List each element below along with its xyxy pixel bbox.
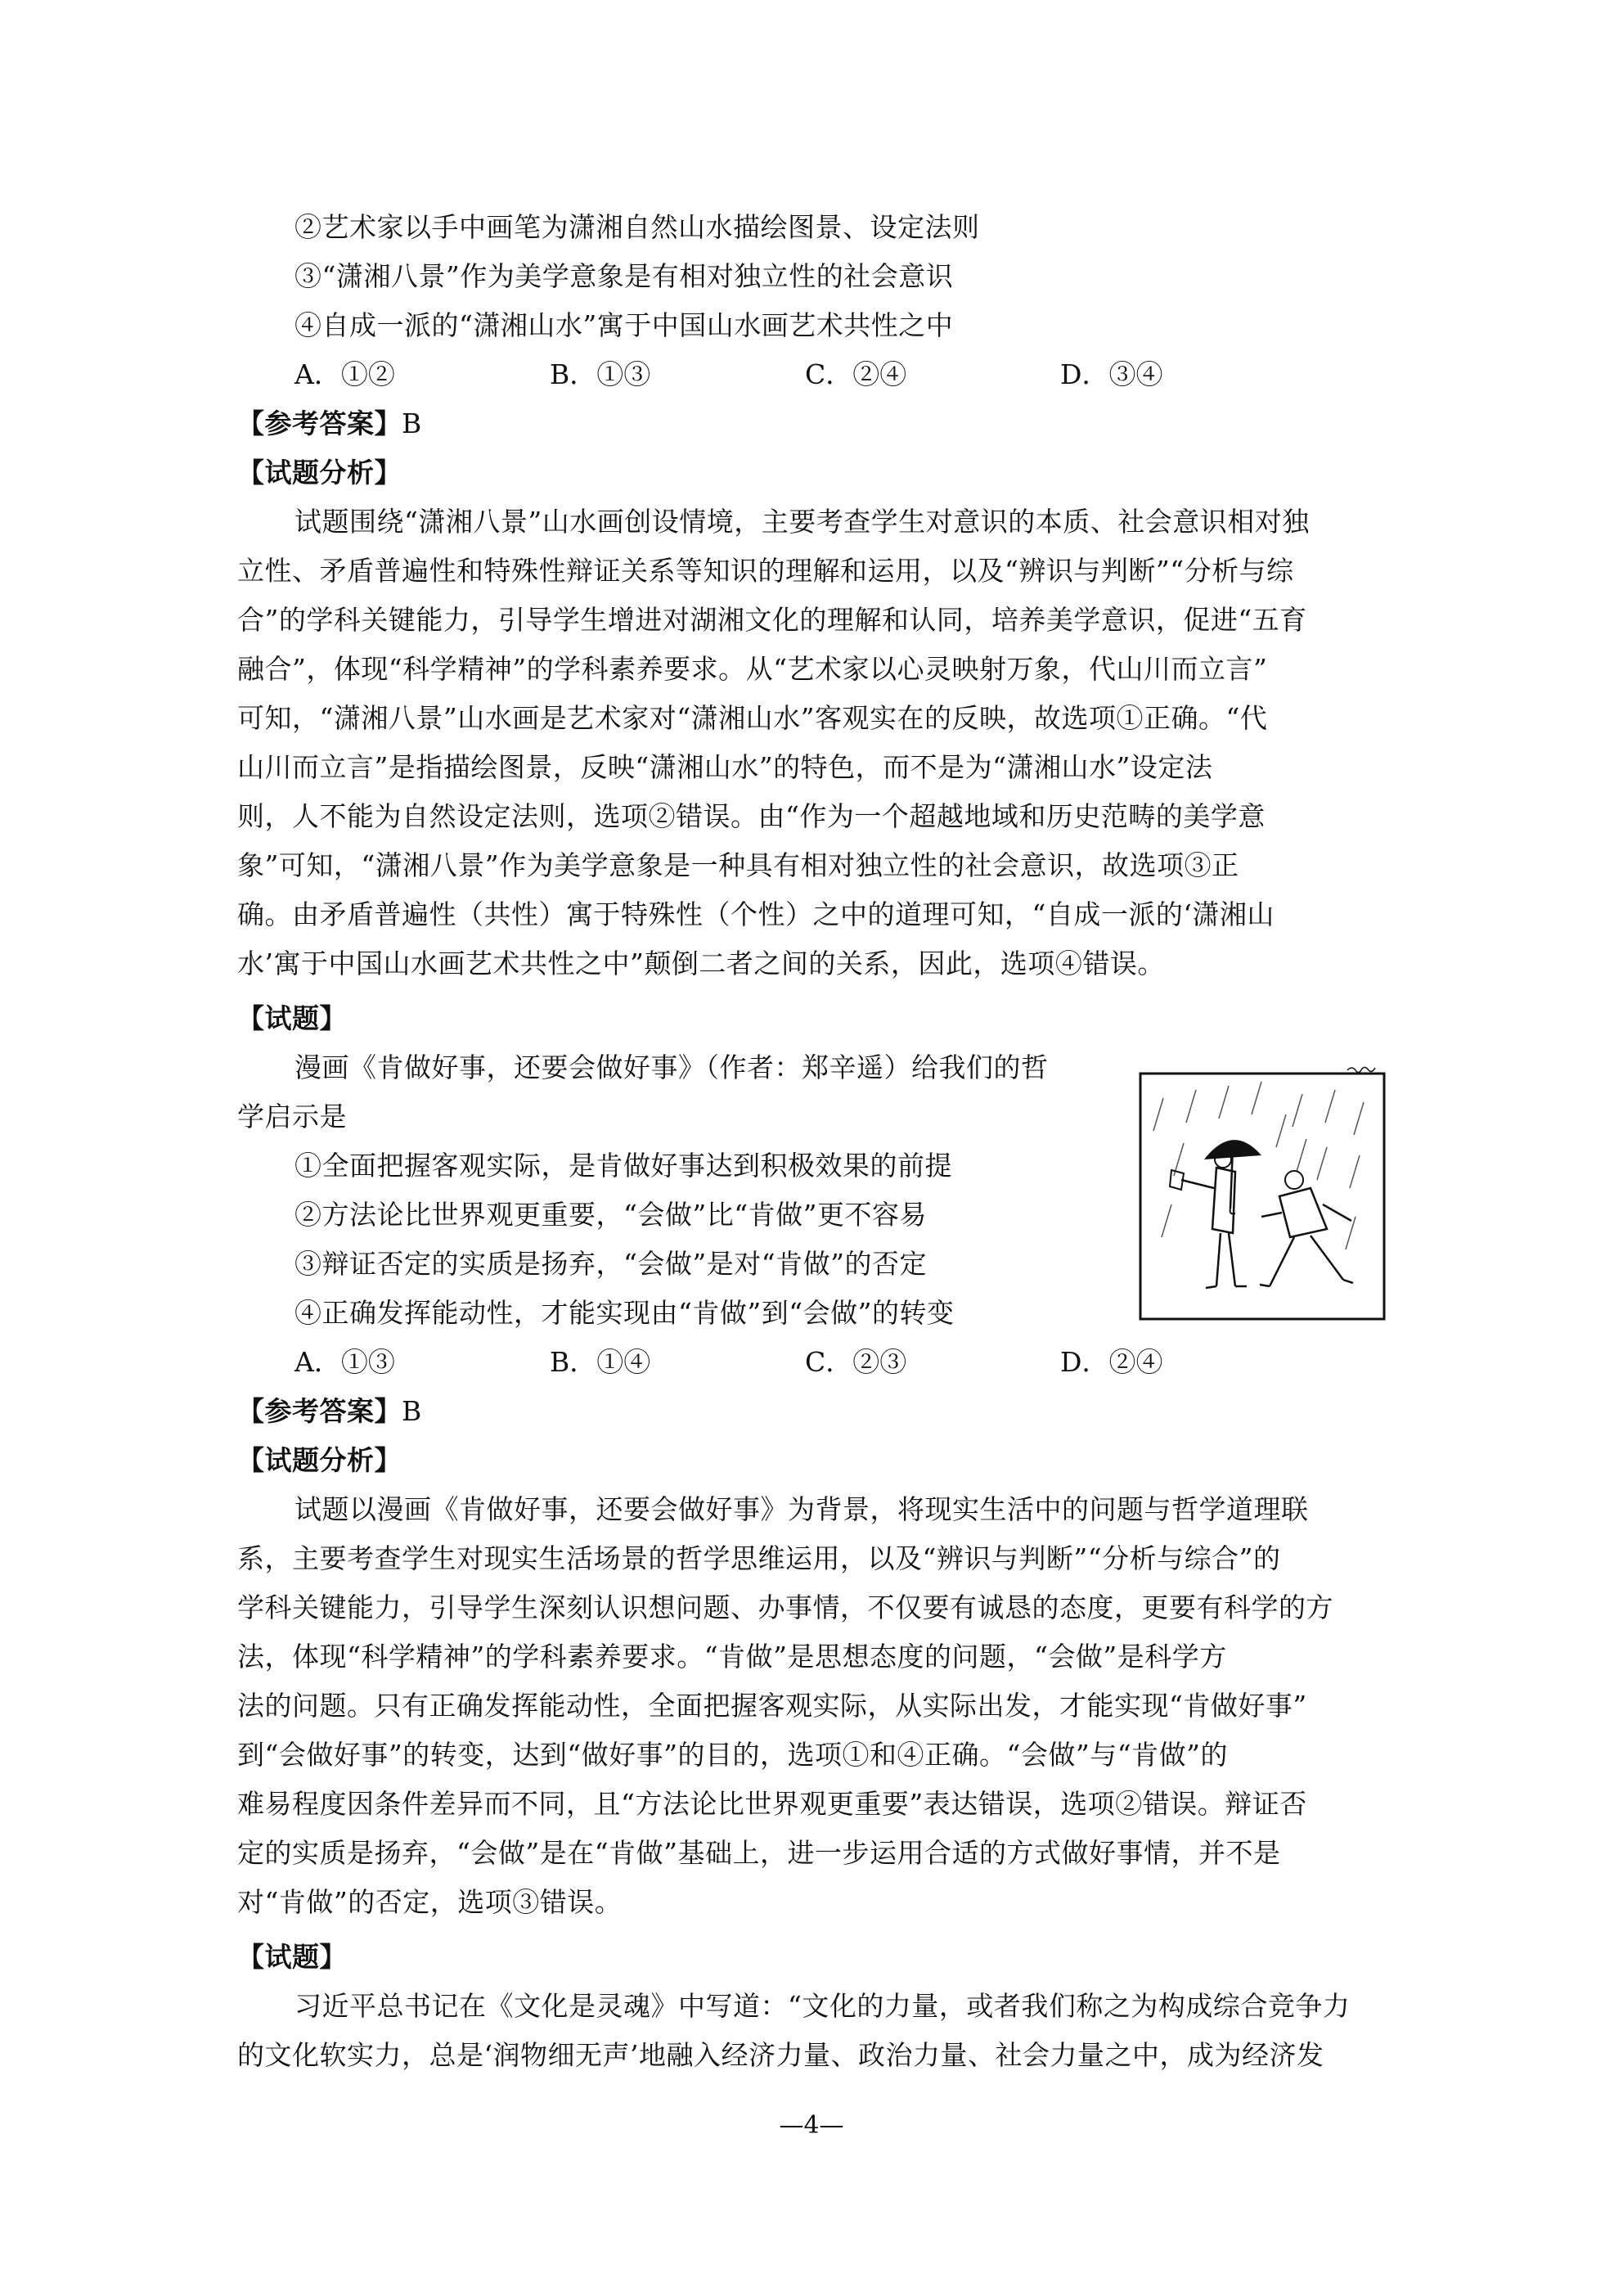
q1-analysis-line: 山川而立言”是指描绘图景，反映“潇湘山水”的特色，而不是为“潇湘山水”设定法	[237, 751, 1213, 783]
q2-analysis-line: 定的实质是扬弃，“会做”是在“肯做”基础上，进一步运用合适的方式做好事情，并不是	[237, 1837, 1281, 1869]
q2-analysis-line: 法的问题。只有正确发挥能动性，全面把握客观实际，从实际出发，才能实现“肯做好事”	[237, 1690, 1307, 1722]
q1-analysis-line: 则，人不能为自然设定法则，选项②错误。由“作为一个超越地域和历史范畴的美学意	[237, 800, 1266, 832]
q2-analysis-line: 学科关键能力，引导学生深刻认识想问题、办事情，不仅要有诚恳的态度，更要有科学的方	[237, 1591, 1333, 1623]
q1-option-2: ②艺术家以手中画笔为潇湘自然山水描绘图景、设定法则	[294, 211, 980, 243]
q2-choices	[294, 1338, 1399, 1387]
q2-option-2: ②方法论比世界观更重要，“会做”比“肯做”更不容易	[294, 1199, 927, 1231]
q1-option-4: ④自成一派的“潇湘山水”寓于中国山水画艺术共性之中	[294, 309, 954, 341]
q1-analysis-line: 合”的学科关键能力，引导学生增进对湖湘文化的理解和认同，培养美学意识，促进“五育	[237, 604, 1307, 636]
q2-choice-a: A．①③	[294, 1346, 395, 1378]
q2-analysis-line: 法，体现“科学精神”的学科素养要求。“肯做”是思想态度的问题，“会做”是科学方	[237, 1641, 1227, 1672]
q1-analysis-label: 【试题分析】	[237, 457, 402, 488]
q1-analysis-line: 象”可知，“潇湘八景”作为美学意象是一种具有相对独立性的社会意识，故选项③正	[237, 849, 1239, 881]
q2-choice-b: B．①④	[550, 1346, 651, 1378]
q1-analysis-line: 融合”，体现“科学精神”的学科素养要求。从“艺术家以心灵映射万象，代山川而立言”	[237, 653, 1268, 685]
q1-option-3: ③“潇湘八景”作为美学意象是有相对独立性的社会意识	[294, 260, 954, 292]
q1-analysis-line: 确。由矛盾普遍性（共性）寓于特殊性（个性）之中的道理可知，“自成一派的‘潇湘山	[237, 898, 1275, 930]
q2-analysis-line: 系，主要考查学生对现实生活场景的哲学思维运用，以及“辨识与判断”“分析与综合”的	[237, 1542, 1281, 1574]
q2-answer	[237, 1387, 1399, 1436]
q1-answer-value: B	[402, 407, 422, 439]
q1-answer-label: 【参考答案】	[237, 407, 402, 439]
q2-choice-c: C．②③	[805, 1346, 907, 1378]
q2-answer-label: 【参考答案】	[237, 1395, 402, 1427]
q1-choice-c: C．②④	[805, 358, 907, 390]
q2-stem-line: 漫画《肯做好事，还要会做好事》（作者：郑辛遥）给我们的哲	[294, 1051, 1049, 1083]
page-number: —4—	[779, 2111, 844, 2140]
q3-stem-line: 的文化软实力，总是‘润物细无声’地融入经济力量、政治力量、社会力量之中，成为经济发	[237, 2039, 1324, 2071]
q2-stem-line: 学启示是	[237, 1101, 347, 1132]
q2-heading: 【试题】	[237, 1002, 347, 1034]
q2-option-1: ①全面把握客观实际，是肯做好事达到积极效果的前提	[294, 1150, 952, 1182]
q1-analysis-line: 水’寓于中国山水画艺术共性之中”颠倒二者之间的关系，因此，选项④错误。	[237, 948, 1165, 979]
q2-analysis-line: 对“肯做”的否定，选项③错误。	[237, 1886, 623, 1918]
q1-analysis-line: 立性、矛盾普遍性和特殊性辩证关系等知识的理解和运用，以及“辨识与判断”“分析与综	[237, 555, 1294, 587]
q2-choice-d: D．②④	[1060, 1346, 1163, 1378]
q1-choices	[294, 350, 1399, 399]
q1-choice-b: B．①③	[550, 358, 651, 390]
q1-analysis-line: 可知，“潇湘八景”山水画是艺术家对“潇湘山水”客观实在的反映，故选项①正确。“代	[237, 702, 1268, 734]
q2-analysis-label: 【试题分析】	[237, 1444, 402, 1476]
q2-analysis-line: 到“会做好事”的转变，达到“做好事”的目的，选项①和④正确。“会做”与“肯做”的	[237, 1739, 1228, 1771]
q2-option-4: ④正确发挥能动性，才能实现由“肯做”到“会做”的转变	[294, 1297, 955, 1329]
q1-choice-a: A．①②	[294, 358, 395, 390]
cartoon-illustration	[1139, 1065, 1386, 1322]
q2-analysis-line: 试题以漫画《肯做好事，还要会做好事》为背景，将现实生活中的问题与哲学道理联	[294, 1493, 1309, 1525]
q1-answer	[237, 399, 1399, 448]
q2-answer-value: B	[402, 1395, 422, 1427]
q1-choice-d: D．③④	[1060, 358, 1163, 390]
q1-analysis-line: 试题围绕“潇湘八景”山水画创设情境，主要考查学生对意识的本质、社会意识相对独	[294, 506, 1310, 538]
q2-analysis-line: 难易程度因条件差异而不同，且“方法论比世界观更重要”表达错误，选项②错误。辩证否	[237, 1788, 1307, 1820]
q3-heading: 【试题】	[237, 1941, 347, 1973]
q2-option-3: ③辩证否定的实质是扬弃，“会做”是对“肯做”的否定	[294, 1248, 927, 1280]
q3-stem-line: 习近平总书记在《文化是灵魂》中写道：“文化的力量，或者我们称之为构成综合竞争力	[294, 1990, 1351, 2022]
